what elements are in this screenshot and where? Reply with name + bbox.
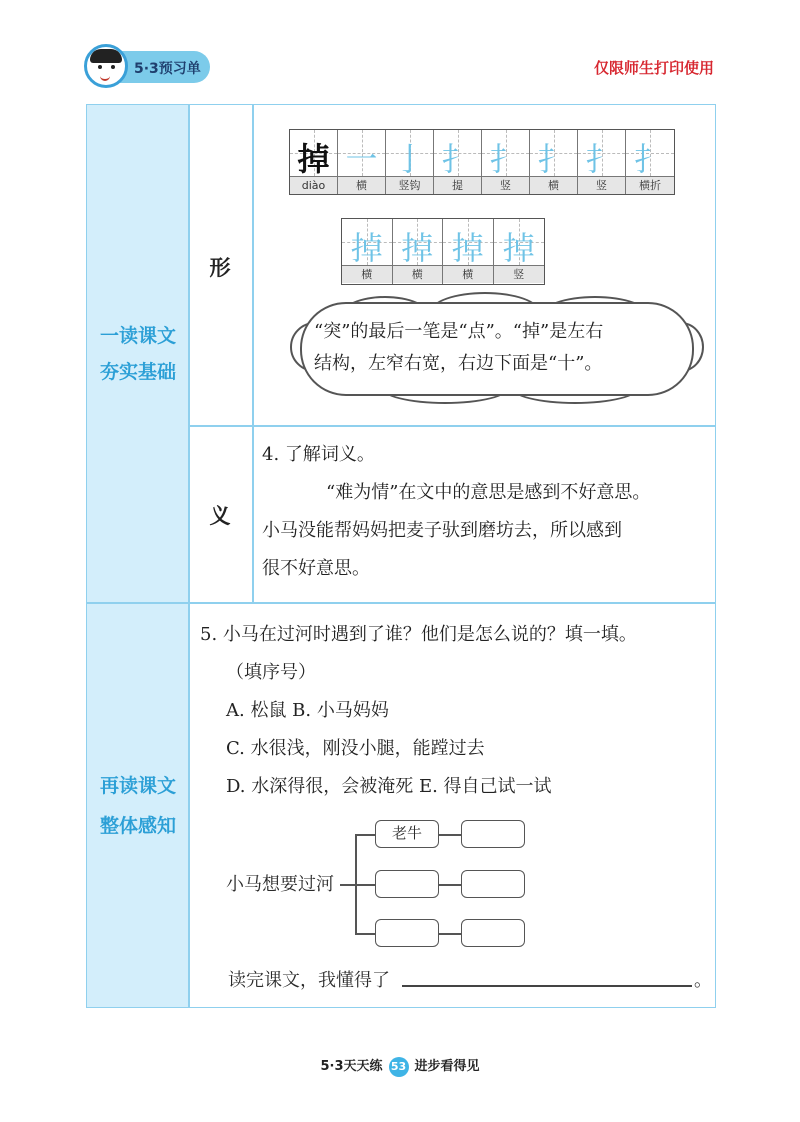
stroke-cell bbox=[342, 219, 393, 284]
q4-block bbox=[262, 436, 712, 588]
stroke-cell bbox=[290, 130, 338, 194]
q4-line2: 小马没能帮妈妈把麦子驮到磨坊去，所以感到 bbox=[262, 520, 622, 541]
flow-connector bbox=[439, 834, 461, 836]
stroke-char: 掉 bbox=[451, 229, 484, 267]
right-eye-shape bbox=[111, 65, 115, 69]
q4-title: 4. 了解词义。 bbox=[262, 444, 375, 465]
stroke-cell bbox=[494, 219, 545, 284]
flow-connector bbox=[355, 933, 375, 935]
cloud-note-line1: “突”的最后一笔是“点”。“掉”是左右 bbox=[314, 321, 604, 342]
stroke-label: 横折 bbox=[626, 177, 674, 194]
flow-box-said-1[interactable] bbox=[461, 820, 525, 848]
stroke-label: 横 bbox=[393, 266, 443, 283]
stroke-label: 横 bbox=[443, 266, 493, 283]
section-divider bbox=[86, 602, 716, 604]
option-line2: C. 水很浅，刚没小腿，能蹚过去 bbox=[226, 738, 485, 759]
stroke-label: 提 bbox=[434, 177, 481, 194]
cloud-note-line2: 结构，左窄右宽，右边下面是“十”。 bbox=[314, 353, 603, 374]
flow-root-label: 小马想要过河 bbox=[226, 874, 334, 895]
stroke-cell bbox=[393, 219, 444, 284]
cloud-note-text bbox=[314, 316, 686, 380]
boy-face-icon bbox=[84, 44, 128, 88]
q4-line1: “难为情”在文中的意思是感到不好意思。 bbox=[326, 482, 651, 503]
mouth-shape bbox=[100, 74, 110, 81]
flow-connector bbox=[340, 884, 356, 886]
footer-right-text: 进步看得见 bbox=[414, 1059, 480, 1074]
stroke-char: 掉 bbox=[401, 229, 434, 267]
stroke-char: 掉 bbox=[350, 229, 383, 267]
stroke-char: 扌 bbox=[537, 140, 570, 178]
q5-hint: （填序号） bbox=[226, 662, 316, 683]
header-logo-text: 5·3预习单 bbox=[134, 61, 201, 77]
stroke-label: 横 bbox=[530, 177, 577, 194]
flow-connector bbox=[439, 884, 461, 886]
stroke-cell bbox=[338, 130, 386, 194]
option-line1: A. 松鼠 B. 小马妈妈 bbox=[226, 700, 389, 721]
section2-title-line1: 再读课文 bbox=[99, 775, 176, 797]
flow-connector bbox=[355, 884, 375, 886]
stroke-char: 掉 bbox=[502, 229, 535, 267]
stroke-char: 亅 bbox=[393, 140, 426, 178]
section1-title-line2: 夯实基础 bbox=[99, 361, 176, 383]
stroke-cell bbox=[530, 130, 578, 194]
section1-title-line1: 一读课文 bbox=[99, 325, 176, 347]
hair-shape bbox=[90, 49, 122, 63]
q5-title: 5. 小马在过河时遇到了谁？他们是怎么说的？填一填。 bbox=[200, 624, 637, 645]
meaning-label: 义 bbox=[209, 504, 231, 528]
stroke-order-grid-2 bbox=[341, 218, 545, 285]
conclusion-end: 。 bbox=[694, 970, 712, 991]
row-divider-form-meaning bbox=[188, 425, 716, 427]
stroke-cell bbox=[386, 130, 434, 194]
stroke-label: 竖 bbox=[482, 177, 529, 194]
stroke-order-grid-1 bbox=[289, 129, 675, 195]
column-divider bbox=[188, 104, 190, 1008]
flow-box-who-1: 老牛 bbox=[375, 820, 439, 848]
stroke-char: 扌 bbox=[489, 140, 522, 178]
stroke-label: diào bbox=[290, 177, 337, 194]
footer-left-text: 5·3天天练 bbox=[320, 1059, 383, 1074]
page-number-badge: 53 bbox=[389, 1057, 409, 1077]
flow-box-who-2[interactable] bbox=[375, 870, 439, 898]
stroke-cell bbox=[482, 130, 530, 194]
stroke-cell bbox=[443, 219, 494, 284]
flow-connector bbox=[439, 933, 461, 935]
form-label: 形 bbox=[209, 256, 231, 280]
stroke-label: 竖 bbox=[494, 266, 545, 283]
flow-box-said-2[interactable] bbox=[461, 870, 525, 898]
section2-title-line2: 整体感知 bbox=[99, 815, 176, 837]
q5-block bbox=[200, 616, 712, 806]
stroke-label: 横 bbox=[342, 266, 392, 283]
print-notice: 仅限师生打印使用 bbox=[593, 59, 714, 77]
stroke-cell bbox=[578, 130, 626, 194]
stroke-cell bbox=[434, 130, 482, 194]
footer bbox=[0, 1055, 800, 1077]
stroke-cell bbox=[626, 130, 674, 194]
stroke-label: 竖 bbox=[578, 177, 625, 194]
stroke-char: 掉 bbox=[297, 140, 330, 178]
left-eye-shape bbox=[98, 65, 102, 69]
flow-connector bbox=[355, 834, 375, 836]
stroke-char: 扌 bbox=[585, 140, 618, 178]
conclusion-label: 读完课文，我懂得了 bbox=[228, 970, 390, 991]
stroke-char: 一 bbox=[345, 140, 378, 178]
option-line3: D. 水深得很，会被淹死 E. 得自己试一试 bbox=[226, 776, 552, 797]
sublabel-divider bbox=[252, 104, 254, 602]
stroke-label: 横 bbox=[338, 177, 385, 194]
flow-box-who-3[interactable] bbox=[375, 919, 439, 947]
stroke-char: 扌 bbox=[633, 140, 666, 178]
conclusion-answer-line[interactable] bbox=[402, 985, 692, 987]
q4-line3: 很不好意思。 bbox=[262, 558, 370, 579]
flow-box-said-3[interactable] bbox=[461, 919, 525, 947]
stroke-char: 扌 bbox=[441, 140, 474, 178]
stroke-label: 竖钩 bbox=[386, 177, 433, 194]
